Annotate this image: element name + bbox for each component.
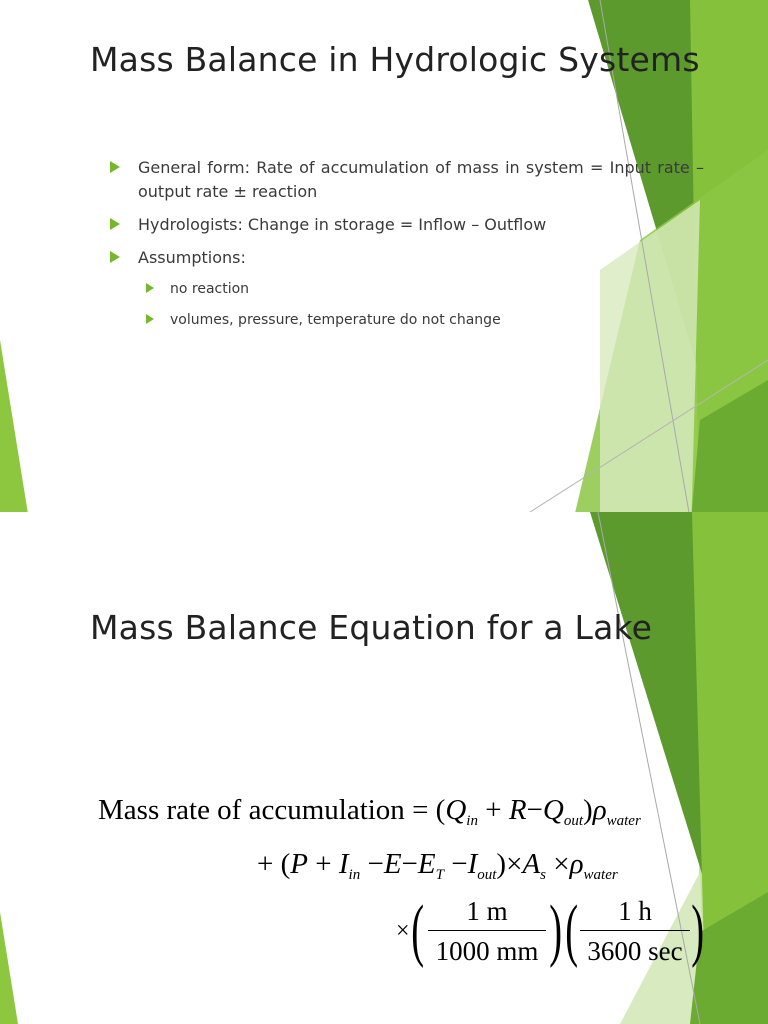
- bullet-text: Hydrologists: Change in storage = Inflow – Outflow: [138, 215, 547, 234]
- paren: (: [411, 892, 425, 969]
- paren: ): [583, 794, 593, 826]
- subscript: in: [348, 867, 361, 883]
- operator: −: [526, 794, 543, 826]
- slide-2: [0, 512, 768, 1024]
- operator: +: [485, 794, 502, 826]
- var-rho: ρ: [592, 794, 607, 826]
- operator: ×: [396, 918, 410, 944]
- paren: (: [280, 848, 291, 880]
- operator: −: [367, 848, 384, 880]
- paren: ): [496, 848, 507, 880]
- bullet-text: Assumptions:: [138, 248, 246, 267]
- var-q: Q: [542, 794, 564, 826]
- var-p: P: [290, 848, 308, 880]
- var-q: Q: [445, 794, 467, 826]
- sub-bullet-item: [146, 279, 704, 299]
- equation-lhs: Mass rate of accumulation: [98, 794, 405, 826]
- fraction-hours: [580, 892, 690, 971]
- bullet-arrow-icon: [146, 283, 154, 293]
- equation-line-1: [98, 794, 641, 830]
- fraction-numerator: 1 h: [618, 896, 652, 926]
- paren: ): [691, 892, 705, 969]
- bullet-arrow-icon: [110, 218, 120, 230]
- bullet-arrow-icon: [146, 314, 154, 324]
- operator: ×: [506, 848, 523, 880]
- sub-bullet-text: no reaction: [170, 281, 250, 297]
- bullet-list: [110, 156, 704, 341]
- bullet-item: [110, 246, 704, 270]
- sub-bullet-item: [146, 310, 704, 330]
- var-i: I: [338, 848, 349, 880]
- var-a: A: [522, 848, 541, 880]
- fraction-meters: [428, 892, 546, 971]
- operator: +: [257, 848, 274, 880]
- subscript: water: [583, 867, 618, 883]
- slide-title: Mass Balance Equation for a Lake: [90, 608, 653, 647]
- bullet-item: [110, 213, 704, 237]
- paren: (: [565, 892, 579, 969]
- equals-sign: =: [412, 794, 429, 826]
- var-r: R: [508, 794, 527, 826]
- operator: −: [451, 848, 468, 880]
- operator: +: [315, 848, 332, 880]
- bullet-arrow-icon: [110, 251, 120, 263]
- bullet-arrow-icon: [110, 161, 120, 173]
- sub-bullet-text: volumes, pressure, temperature do not change: [170, 312, 501, 328]
- var-e: E: [417, 848, 436, 880]
- operator: ×: [553, 848, 570, 880]
- fraction-denominator: 1000 mm: [435, 936, 539, 966]
- var-rho: ρ: [569, 848, 584, 880]
- equation-line-3: [396, 892, 706, 974]
- paren: (: [435, 794, 446, 826]
- fraction-numerator: 1 m: [466, 896, 508, 926]
- subscript: out: [563, 813, 584, 829]
- var-i: I: [467, 848, 478, 880]
- subscript: out: [477, 867, 497, 883]
- equation-line-2: [257, 848, 618, 884]
- bullet-item: [110, 156, 704, 204]
- subscript: s: [540, 867, 546, 883]
- bullet-text: General form: Rate of accumulation of mass in system = Input rate – output rate ± reaction: [138, 158, 704, 201]
- operator: −: [401, 848, 418, 880]
- fraction-denominator: 3600 sec: [587, 936, 683, 966]
- paren: ): [549, 892, 563, 969]
- slide-title: Mass Balance in Hydrologic Systems: [90, 40, 700, 79]
- subscript: water: [606, 813, 641, 829]
- subscript: in: [466, 813, 478, 829]
- var-e: E: [383, 848, 402, 880]
- subscript: T: [435, 867, 444, 883]
